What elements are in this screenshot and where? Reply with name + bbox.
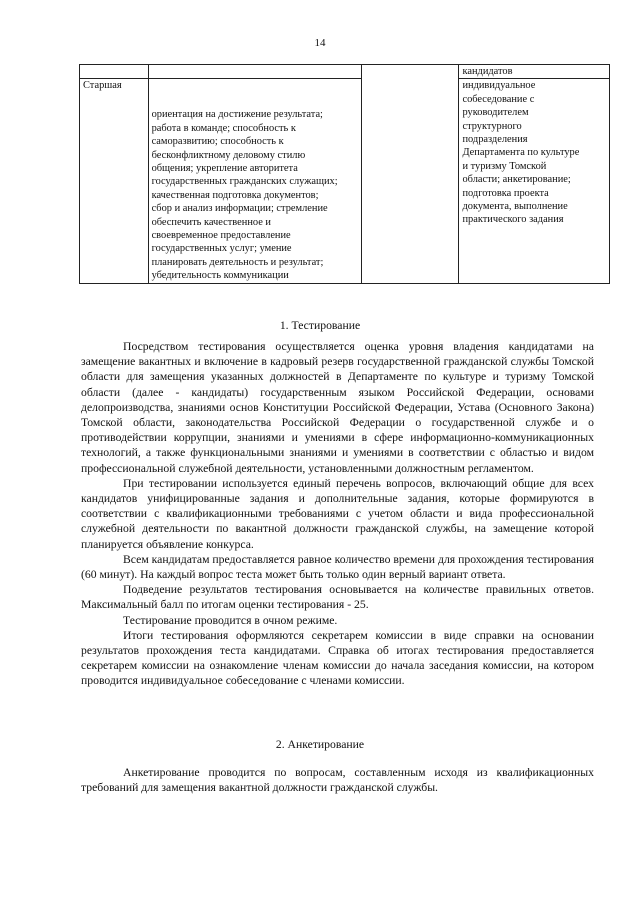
page-number: 14 — [314, 37, 326, 49]
section-heading-testing: 1. Тестирование — [279, 319, 361, 332]
table-line: ориентация на достижение результата; — [151, 109, 323, 121]
table-row — [80, 79, 610, 283]
table-line: саморазвитию; способность к — [151, 136, 284, 148]
table-line: структурного — [462, 120, 522, 132]
row-label: Старшая — [80, 79, 149, 283]
table-line: государственных услуг; умение — [151, 243, 292, 255]
table-row — [80, 65, 610, 79]
section-questionnaire-body — [81, 765, 594, 795]
table-line: Департамента по культуре — [462, 147, 580, 159]
table-line: области; анкетирование; — [462, 174, 571, 186]
paragraph: Всем кандидатам предоставляется равное количество времени для прохождения тестирования (60 минут). На каждый вопрос теста может быть только один верный вариант ответа. — [81, 552, 594, 582]
table-line: государственных гражданских служащих; — [151, 176, 338, 188]
paragraph: Посредством тестирования осуществляется оценка уровня владения кандидатами на замещение вакантных и включение в кадровый резерв государственной гражданской службы Томской области для замещения указанных должностей в Департаменте по культуре и туризму Томской области (далее - кандидаты) государственным языком Российской Федерации, основами делопроизводства, знаниями основ Конституции Российской Федерации, Устава (Основного Закона) Томской области, законодательства Российской Федерации о государственной службе и о противодействии коррупции, знаниями и умениями в сфере информационно-коммуникационных технологий, а также функциональными знаниями и умениями в соответствии с областью и видом профессиональной служебной деятельности, установленными должностным регламентом. — [81, 340, 594, 475]
table-line: и туризму Томской — [462, 160, 547, 172]
table-line: сбор и анализ информации; стремление — [151, 203, 328, 215]
table-cell: кандидатов — [459, 65, 610, 79]
table-line: своевременное предоставление — [151, 230, 291, 242]
paragraph: Итоги тестирования оформляются секретарем комиссии в виде справки на основании результатов прохождения теста кандидатами. Справка об итогах тестирования предоставляется секретарем комиссии на ознакомление членам комиссии до начала заседания комиссии, на котором проводится индивидуальное собеседование с членами комиссии. — [81, 628, 594, 688]
table-line: работа в команде; способность к — [151, 122, 296, 134]
table-cell — [148, 65, 362, 79]
table-line: убедительность коммуникации — [151, 270, 289, 282]
table-line: практического задания — [462, 214, 564, 226]
table-line: индивидуальное — [462, 80, 536, 92]
methods-cell — [459, 79, 610, 283]
table-line: подразделения — [462, 134, 528, 146]
table-line: собеседование с — [462, 93, 535, 105]
section-heading-questionnaire: 2. Анкетирование — [275, 738, 365, 751]
section-testing-body — [81, 339, 594, 689]
paragraph: Тестирование проводится в очном режиме. — [123, 613, 338, 627]
paragraph: Анкетирование проводится по вопросам, составленным исходя из квалификационных требований для замещения вакантной должности гражданской службы. — [81, 766, 594, 795]
competency-table — [79, 64, 610, 284]
paragraph: Подведение результатов тестирования основывается на количестве правильных ответов. Максимальный балл по итогам оценки тестирования - 25. — [81, 583, 594, 612]
table-line: общения; укрепление авторитета — [151, 163, 298, 175]
table-line: обеспечить качественное и — [151, 216, 271, 228]
paragraph: При тестировании используется единый перечень вопросов, включающий общие для всех кандидатов унифицированные задания и дополнительные задания, которые формируются в соответствии с квалификационными требованиями с учетом области и вида профессиональной служебной деятельности по вакантной должности гражданской службы, на замещение которой планируется объявление конкурса. — [81, 476, 594, 551]
table-cell — [362, 65, 459, 284]
competencies-cell — [148, 79, 362, 283]
table-line: подготовка проекта — [462, 187, 549, 199]
table-line: планировать деятельность и результат; — [151, 256, 324, 268]
table-line: руководителем — [462, 107, 529, 119]
table-cell — [80, 65, 149, 79]
table-line: документа, выполнение — [462, 201, 568, 213]
table-line: качественная подготовка документов; — [151, 189, 319, 201]
table-line: бесконфликтному деловому стилю — [151, 149, 306, 161]
